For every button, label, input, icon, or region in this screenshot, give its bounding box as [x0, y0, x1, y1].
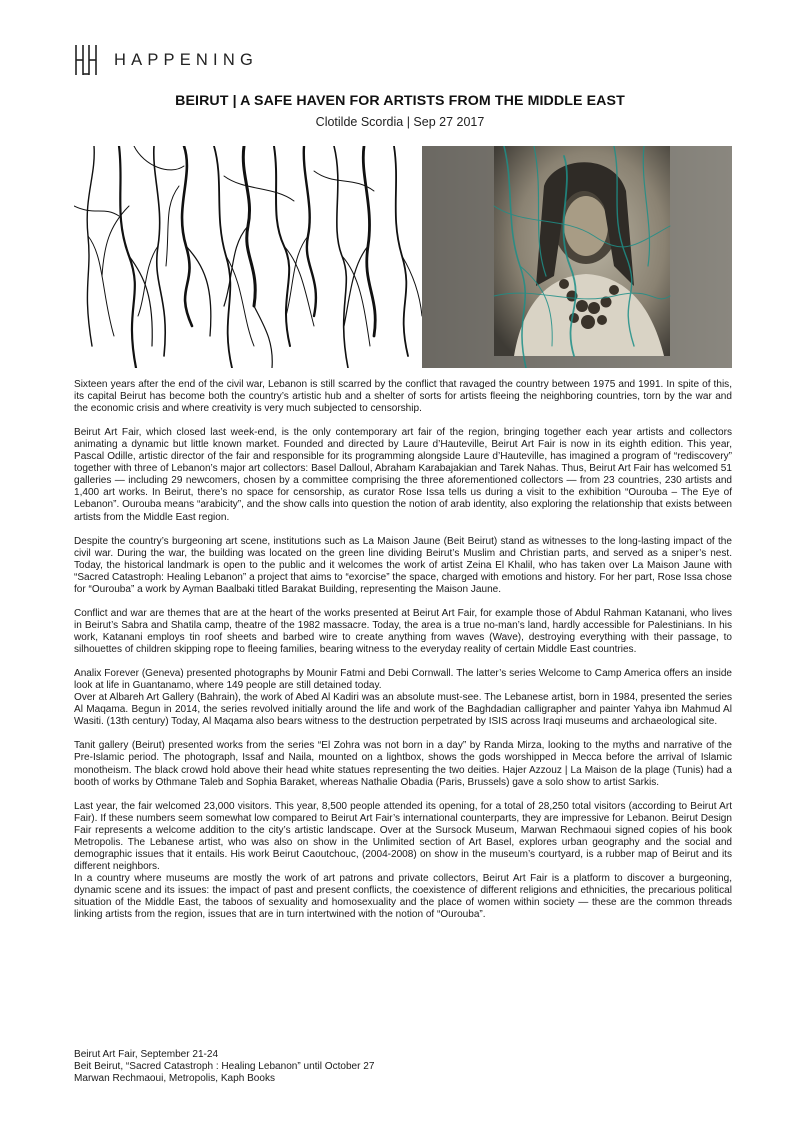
paragraph: Analix Forever (Geneva) presented photographs by Mounir Fatmi and Debi Cornwall. The latter’s series Welcome to Camp America offers an inside look at life in Guantanamo, where 149 people are still detained today. [74, 668, 732, 692]
paragraph: Sixteen years after the end of the civil war, Lebanon is still scarred by the conflict that ravaged the country between 1975 and 1991. In spite of this, its capital Beirut has become both the country’s artistic hub and a shelter of sorts for artists fleeing the neighboring countries, torn by the war and the economic crisis and where creativity is very much subjected to censorship. [74, 379, 732, 415]
portrait-photograph [422, 146, 732, 368]
roots-illustration [74, 146, 422, 368]
paragraph: Conflict and war are themes that are at the heart of the works presented at Beirut Art Fair, for example those of Abdul Rahman Katanani, who lives in Beirut’s Sabra and Shatila camp, theatre of the 1982 massacre. Today, the area is a true no-man’s land, hardly accessible for Palestinians. In his work, Katanani employs tin roof sheets and barbed wire to create anything from waves (Wave), destroying everything with their passage, to silhouettes of children skipping rope to fleeing families, bearing witness to the everyday reality of certain Middle East countries. [74, 607, 732, 656]
event-note: Beit Beirut, “Sacred Catastroph : Healing Lebanon” until October 27 [74, 1061, 375, 1073]
brand-logo[interactable] [74, 44, 258, 76]
paragraph: Tanit gallery (Beirut) presented works from the series “El Zohra was not born in a day” by Randa Mirza, looking to the myths and narrative of the Pre-Islamic period. The photograph, Issaf and Naila, mounted on a lightbox, shows the gods worshipped in Mecca before the arrival of Islamic monotheism. The black crowd hold above their head white statues representing the two deities. Hajer Azzouz | La Maison de la plage (Tunis) had a booth of works by Othmane Taleb and Sophia Baraket, whereas Nathalie Obadia (Paris, Brussels) gave a solo show to artist Sarkis. [74, 740, 732, 788]
happening-logo-icon [74, 44, 98, 76]
article-title: BEIRUT | A SAFE HAVEN FOR ARTISTS FROM THE MIDDLE EAST [175, 93, 625, 109]
event-note: Marwan Rechmaoui, Metropolis, Kaph Books [74, 1073, 276, 1085]
hero-image [74, 146, 732, 368]
paragraph: Beirut Art Fair, which closed last week-end, is the only contemporary art fair of the region, bringing together each year artists and collectors animating a dynamic but little known market. Founded and directed by Laure d’Hauteville, Beirut Art Fair is now in its eighth edition. This year, Pascal Odille, artistic director of the fair and responsible for its programming alongside Laure d’Hauteville, has imagined a program of “rediscovery” together with three of Lebanon’s major art collectors: Basel Dalloul, Abraham Karabajakian and Tarek Nahas. Thus, Beirut Art Fair has welcomed 51 galleries — including 29 newcomers, chosen by a committee comprising the three aforementioned collectors — from 23 countries, 230 artists and 1,400 art works. In Beirut, there’s no space for censorship, as curator Rose Issa tells us during a visit to the exhibition “Ourouba – The Eye of Lebanon”. Ourouba means “arabicity”, and the show calls into question the notion of arab identity, also exploring the relationship that exists between artists from the Middle East region. [74, 427, 732, 523]
brand-name: HAPPENING [114, 50, 258, 69]
event-notes [74, 1049, 732, 1085]
event-note: Beirut Art Fair, September 21-24 [74, 1049, 219, 1060]
paragraph: Despite the country’s burgeoning art scene, institutions such as La Maison Jaune (Beit Beirut) stand as witnesses to the long-lasting impact of the civil war. During the war, the building was located on the green line dividing Beirut’s Muslim and Christian parts, and served as a sniper’s nest. Today, the historical landmark is open to the public and it welcomes the work of artist Zeina El Khalil, who has taken over La Maison Jaune with “Sacred Catastroph: Healing Lebanon” a project that aims to “exorcise” the space, charged with emotions and history. For her part, Rose Issa chose for “Ourouba” a work by Ayman Baalbaki titled Barakat Building, representing the Maison Jaune. [74, 535, 732, 595]
article-body [74, 379, 732, 933]
article-byline: Clotilde Scordia | Sep 27 2017 [315, 115, 485, 129]
paragraph: Over at Albareh Art Gallery (Bahrain), the work of Abed Al Kadiri was an absolute must-see. The Lebanese artist, born in 1984, presented the series Al Maqama. Begun in 2014, the series revolved initially around the life and work of the Baghdadian calligrapher and painter Yahya ibn Mahmud Al Wasiti. (13th century) Today, Al Maqama also bears witness to the destruction perpetrated by ISIS across Iraqi museums and archaeological site. [74, 692, 732, 728]
paragraph: Last year, the fair welcomed 23,000 visitors. This year, 8,500 people attended its opening, for a total of 28,250 total visitors (according to Beirut Art Fair). If these numbers seem somewhat low compared to Beirut Art Fair’s international counterparts, they are impressive for Lebanon. Beirut Design Fair represents a welcome addition to the city’s artistic landscape. Over at the Sursock Museum, Marwan Rechmaoui signed copies of his book Metropolis. The Lebanese artist, who was also on show in the Unlimited section of Art Basel, explores urban geography and the social and demographic issues that it entails. His work Beirut Caoutchouc, (2004-2008) on show in the museum’s courtyard, is a rubber map of Beirut and its different neighbors. [74, 800, 732, 872]
paragraph: In a country where museums are mostly the work of art patrons and private collectors, Beirut Art Fair is a platform to discover a burgeoning, dynamic scene and its issues: the impact of past and present conflicts, the coexistence of different religions and ethnicities, the precarious political situation of the Middle East, the taboos of sexuality and homosexuality and the place of women within society — these are the common threads linking artists from the region, issues that are in turn intertwined with the notion of “Ourouba”. [74, 872, 732, 921]
